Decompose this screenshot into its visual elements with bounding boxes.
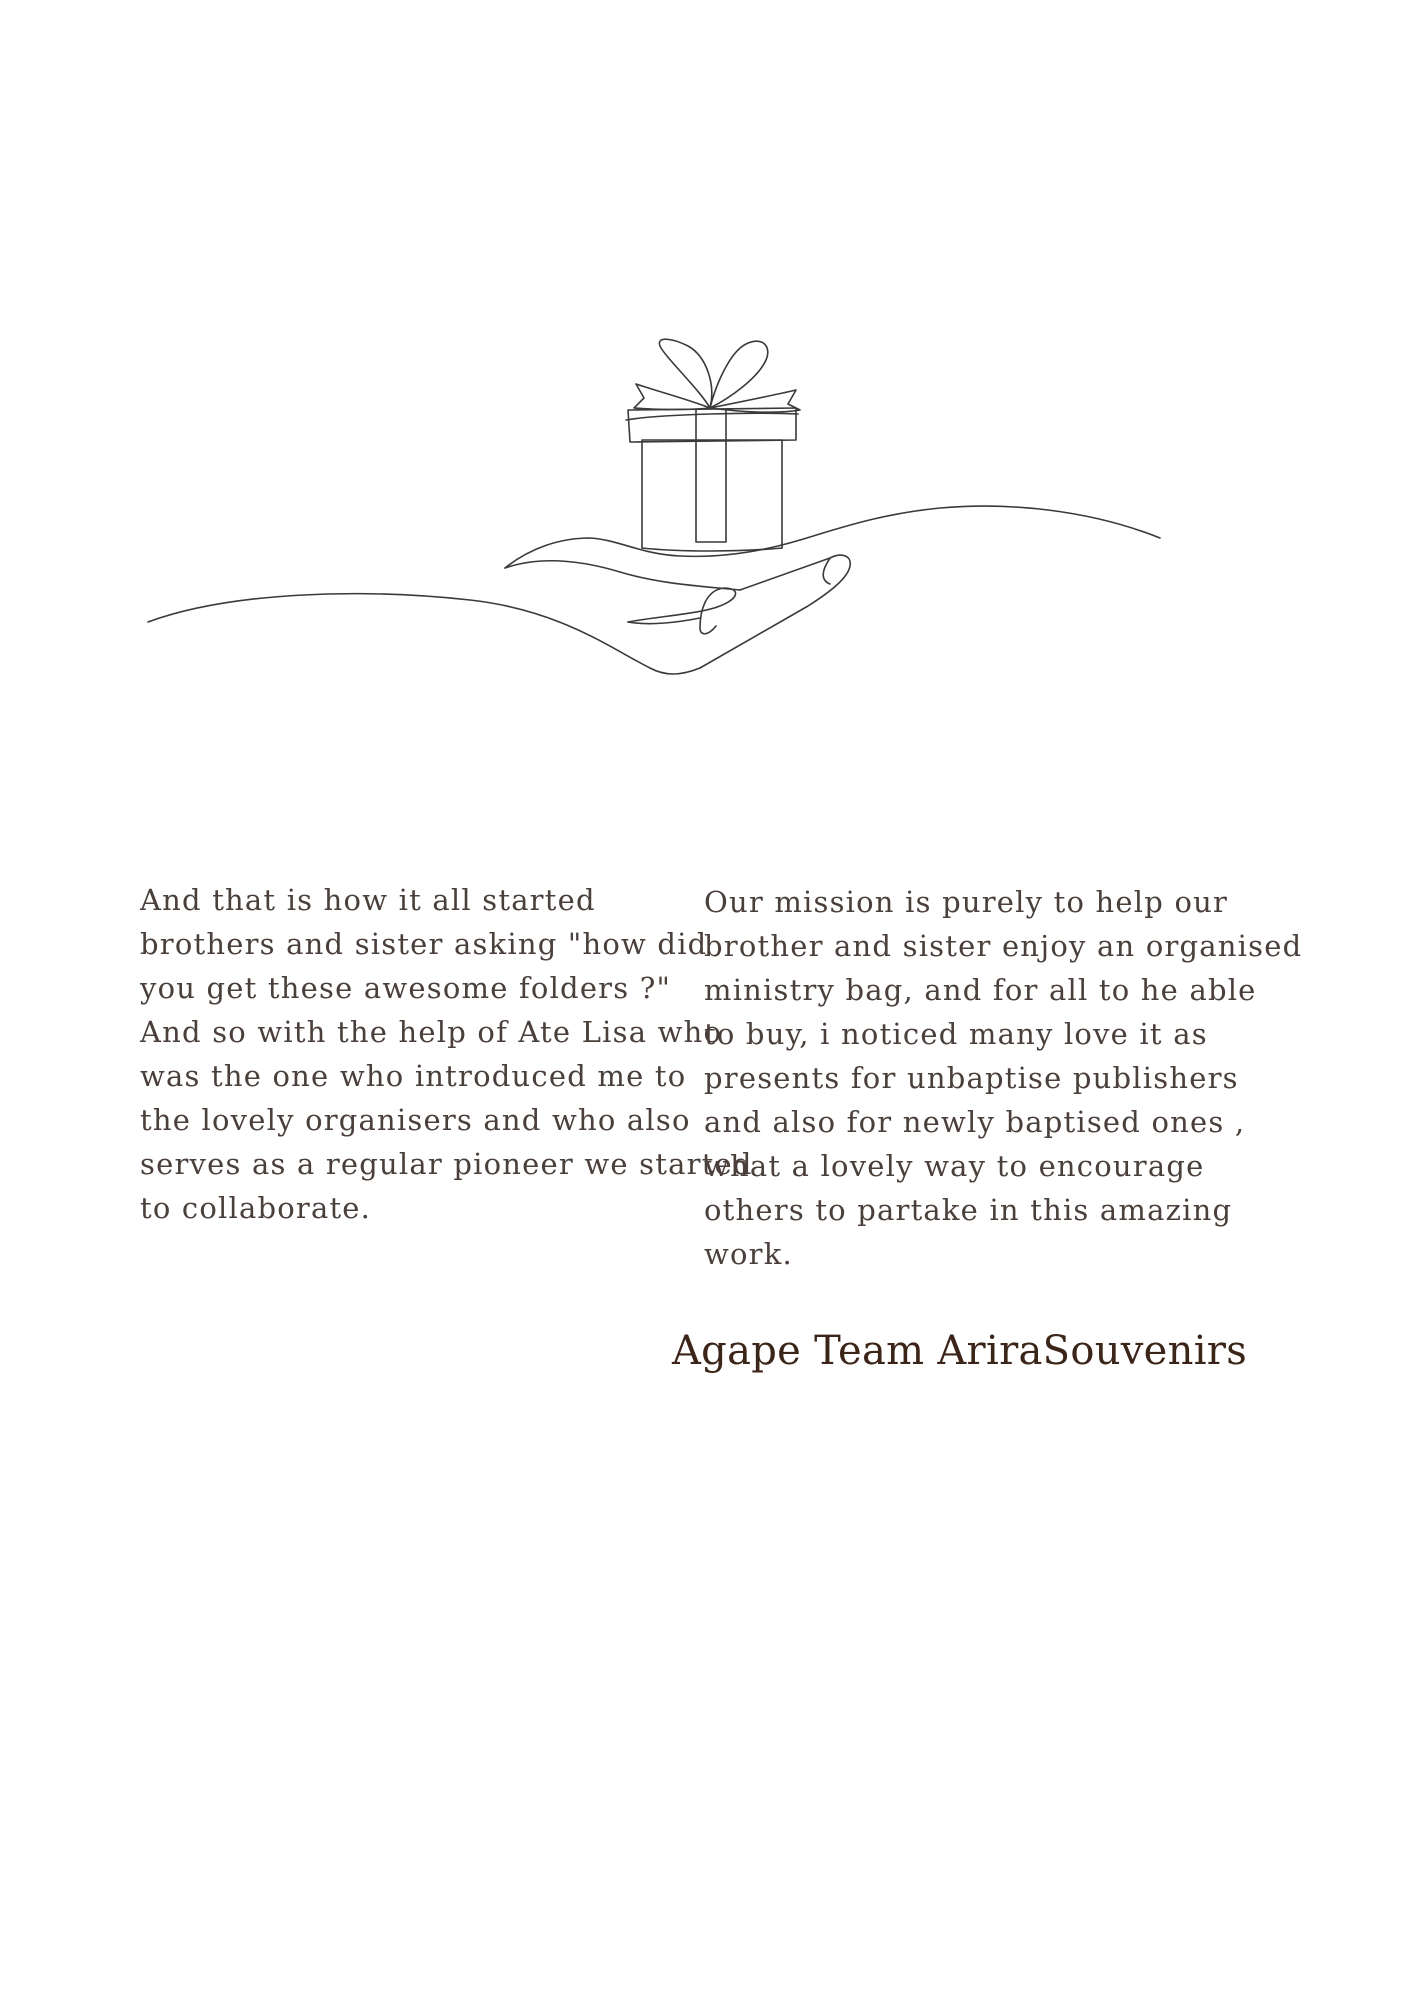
paragraph-line: you get these awesome folders ?" (140, 971, 672, 1005)
paragraph-line: serves as a regular pioneer we started (140, 1147, 753, 1181)
paragraph-line: the lovely organisers and who also (140, 1103, 691, 1137)
paragraph-line: And so with the help of Ate Lisa who (140, 1015, 723, 1049)
story-paragraph (140, 878, 753, 1230)
paragraph-line: was the one who introduced me to (140, 1059, 687, 1093)
paragraph-line: presents for unbaptise publishers (704, 1061, 1239, 1095)
team-signature: Agape Team AriraSouvenirs (672, 1328, 1248, 1374)
paragraph-line: And that is how it all started (140, 883, 596, 917)
paragraph-line: what a lovely way to encourage (704, 1149, 1205, 1183)
mission-paragraph (704, 880, 1302, 1276)
paragraph-line: brothers and sister asking "how did (140, 927, 708, 961)
paragraph-line: work. (704, 1237, 793, 1271)
paragraph-line: to collaborate. (140, 1191, 372, 1225)
paragraph-line: to buy, i noticed many love it as (704, 1017, 1208, 1051)
paragraph-line: others to partake in this amazing (704, 1193, 1233, 1227)
gift-on-hand-line-art-icon (0, 0, 1414, 760)
paragraph-line: Our mission is purely to help our (704, 885, 1229, 919)
paragraph-line: and also for newly baptised ones , (704, 1105, 1246, 1139)
paragraph-line: ministry bag, and for all to he able (704, 973, 1257, 1007)
paragraph-line: brother and sister enjoy an organised (704, 929, 1303, 963)
